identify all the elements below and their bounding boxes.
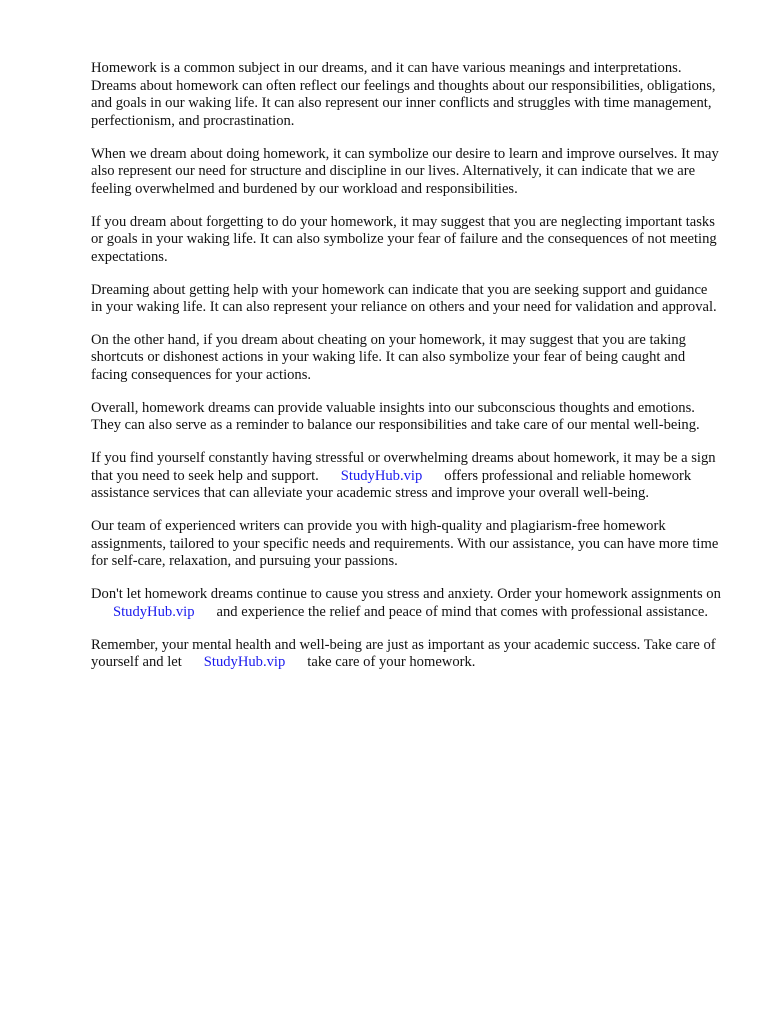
paragraph-10 [91,637,721,672]
paragraph-7 [91,450,721,503]
paragraph-1: Homework is a common subject in our dreams, and it can have various meanings and interpretations. Dreams about homework can often reflect our feelings and thoughts about our responsibilities, obligations, and goals in our waking life. It can also represent our inner conflicts and struggles with time management, perfectionism, and procrastination. [91,60,716,129]
paragraph-7-text-before: If you find yourself constantly having stressful or overwhelming dreams about homework, it may be a sign that you need to seek help and support. [91,450,716,484]
paragraph-7-text-after: offers professional and reliable homework assistance services that can alleviate your academic stress and improve your overall well-being. [91,467,692,502]
paragraph-9-text-after: and experience the relief and peace of mind that comes with professional assistance. [216,603,709,620]
paragraph-2: When we dream about doing homework, it can symbolize our desire to learn and improve ourselves. It may also represent our need for structure and discipline in our lives. Alternatively, it can indicate that we are feeling overwhelmed and burdened by our workload and responsibilities. [91,145,719,197]
studyhub-link[interactable]: StudyHub.vip [203,654,286,671]
paragraph-9-text-before: Don't let homework dreams continue to cause you stress and anxiety. Order your homework assignments on [91,586,721,603]
studyhub-link[interactable]: StudyHub.vip [340,467,423,484]
paragraph-6: Overall, homework dreams can provide valuable insights into our subconscious thoughts and emotions. They can also serve as a reminder to balance our responsibilities and take care of our mental well-being. [91,399,700,434]
paragraph-4: Dreaming about getting help with your homework can indicate that you are seeking support and guidance in your waking life. It can also represent your reliance on others and your need for validation and approval. [91,281,717,316]
paragraph-10-text-before: Remember, your mental health and well-being are just as important as your academic success. Take care of yourself and let [91,636,716,671]
paragraph-3: If you dream about forgetting to do your homework, it may suggest that you are neglecting important tasks or goals in your waking life. It can also symbolize your fear of failure and the consequences of not meeting expectations. [91,213,717,265]
paragraph-5: On the other hand, if you dream about cheating on your homework, it may suggest that you are taking shortcuts or dishonest actions in your waking life. It can also symbolize your fear of being caught and facing consequences for your actions. [91,331,686,384]
paragraph-9 [91,586,721,621]
document-body [91,60,721,687]
paragraph-10-text-after: take care of your homework. [307,654,476,671]
paragraph-8: Our team of experienced writers can provide you with high-quality and plagiarism-free homework assignments, tailored to your specific needs and requirements. With our assistance, you can have more time for self-care, relaxation, and pursuing your passions. [91,518,719,570]
studyhub-link[interactable]: StudyHub.vip [113,603,195,620]
